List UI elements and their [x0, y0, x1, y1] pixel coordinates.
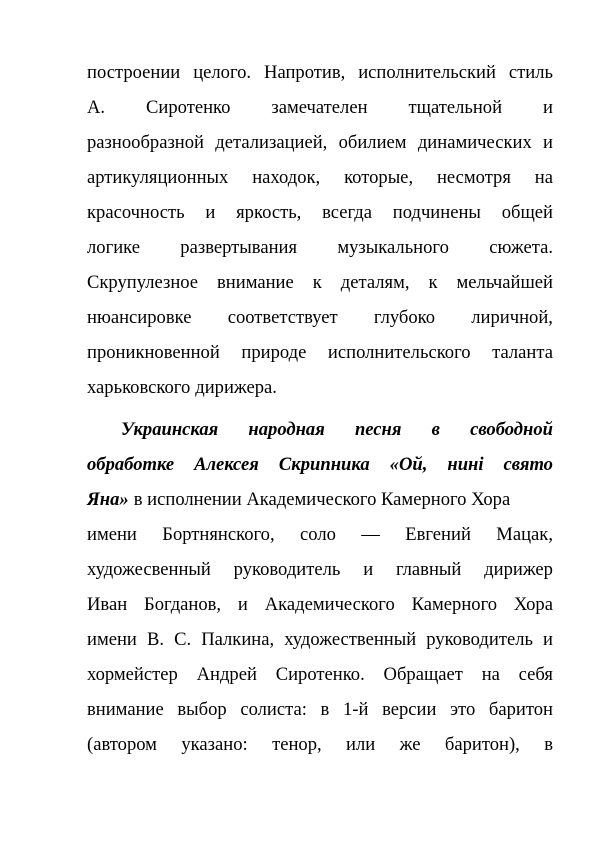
word: соло [300, 524, 336, 545]
word: подчинены [392, 202, 481, 223]
text-line [87, 733, 553, 757]
word: свободной [470, 419, 553, 440]
text-line [87, 201, 553, 225]
word: Богданов, [144, 594, 222, 615]
word: таланта [492, 342, 553, 363]
word: динамических [417, 132, 532, 153]
word: обилием [338, 132, 407, 153]
word: художесвенный [87, 559, 211, 580]
word: баритон), [444, 734, 520, 755]
word: мельчайшей [456, 272, 553, 293]
text-line [87, 663, 553, 687]
word: художественный [284, 629, 417, 650]
word: харьковского [87, 377, 191, 398]
text-line [87, 271, 553, 295]
word: детализацией, [215, 132, 328, 153]
word: же [399, 734, 421, 755]
text-line [87, 61, 553, 85]
text-line [87, 698, 553, 722]
word: свято [503, 454, 553, 475]
word: Евгений [405, 524, 471, 545]
text-line [87, 558, 553, 582]
word: 1-й [342, 699, 369, 720]
word: разнообразной [87, 132, 204, 153]
word: в [544, 734, 553, 755]
word: Палкина, [201, 629, 275, 650]
word: дирижера. [195, 377, 277, 398]
word: сюжета. [489, 237, 553, 258]
word: тщательной [408, 97, 503, 118]
word: Обращает [383, 664, 463, 685]
bold-italic-lead: Яна» [87, 489, 129, 510]
word: к [428, 272, 438, 293]
text-line [87, 376, 553, 400]
word: соответствует [227, 307, 338, 328]
word: (автором [87, 734, 157, 755]
word: «Ой, [389, 454, 428, 475]
word: несмотря [436, 167, 511, 188]
word: лиричной, [471, 307, 553, 328]
word: и [205, 202, 216, 223]
word: или [346, 734, 376, 755]
word: стиль [508, 62, 553, 83]
word: В. [146, 629, 164, 650]
word: общей [501, 202, 553, 223]
bold-italic-line [87, 453, 553, 477]
word: Алексея [194, 454, 259, 475]
text-span: в исполнении Академического Камерного Хора [133, 489, 511, 510]
word: артикуляционных [87, 167, 229, 188]
word: музыкального [337, 237, 449, 258]
word: обработке [87, 454, 175, 475]
word: Украинская [121, 419, 219, 440]
word: Скрипника [278, 454, 370, 475]
word: Академического [264, 594, 395, 615]
word: это [450, 699, 476, 720]
word: Андрей [196, 664, 257, 685]
word: в [320, 699, 330, 720]
word: Скрупулезное [87, 272, 199, 293]
word: внимание [217, 272, 294, 293]
text-line [87, 593, 553, 617]
word: тенор, [272, 734, 322, 755]
text-line-mixed [87, 488, 553, 512]
word: и [543, 132, 553, 153]
word: версии [382, 699, 437, 720]
text-line [87, 306, 553, 330]
word: себя [518, 664, 553, 685]
bold-italic-line [121, 418, 553, 442]
word: яркость, [236, 202, 302, 223]
word: внимание [87, 699, 164, 720]
word: которые, [344, 167, 414, 188]
word: выбор [177, 699, 227, 720]
word: и [543, 97, 553, 118]
word: находок, [252, 167, 321, 188]
word: Напротив, [264, 62, 346, 83]
word: и [543, 629, 553, 650]
word: к [312, 272, 322, 293]
word: и [237, 594, 248, 615]
word: Сиротенко [146, 97, 231, 118]
word: имени [87, 629, 137, 650]
word: народная [248, 419, 325, 440]
word: в [431, 419, 440, 440]
word: на [534, 167, 553, 188]
word: проникновенной [87, 342, 220, 363]
word: на [481, 664, 500, 685]
text-line [87, 131, 553, 155]
word: С. [174, 629, 192, 650]
word: — [361, 524, 380, 545]
text-line [87, 523, 553, 547]
word: хормейстер [87, 664, 178, 685]
word: песня [354, 419, 402, 440]
word: развертывания [180, 237, 298, 258]
word: Хора [513, 594, 553, 615]
word: руководитель [233, 559, 341, 580]
word: нюансировке [87, 307, 192, 328]
word: нині [447, 454, 484, 475]
word: Иван [87, 594, 128, 615]
word: Мацак, [496, 524, 553, 545]
word: А. [87, 97, 106, 118]
word: всегда [322, 202, 372, 223]
word: природе [241, 342, 307, 363]
word: логике [87, 237, 140, 258]
text-line [87, 236, 553, 260]
word: деталям, [340, 272, 410, 293]
text-line [87, 628, 553, 652]
word: исполнительского [327, 342, 471, 363]
word: дирижер [484, 559, 553, 580]
text-line [87, 166, 553, 190]
word: баритон [488, 699, 553, 720]
word: главный [395, 559, 462, 580]
word: и [363, 559, 374, 580]
text-line [87, 341, 553, 365]
word: руководитель [426, 629, 533, 650]
word: глубоко [373, 307, 436, 328]
word: Бортнянского, [162, 524, 275, 545]
text-line [87, 96, 553, 120]
word: целого. [193, 62, 252, 83]
word: построении [87, 62, 181, 83]
word: указано: [181, 734, 248, 755]
word: замечателен [271, 97, 368, 118]
word: Камерного [411, 594, 498, 615]
word: красочность [87, 202, 185, 223]
word: имени [87, 524, 137, 545]
word: Сиротенко. [275, 664, 365, 685]
word: солиста: [240, 699, 307, 720]
word: исполнительский [358, 62, 496, 83]
